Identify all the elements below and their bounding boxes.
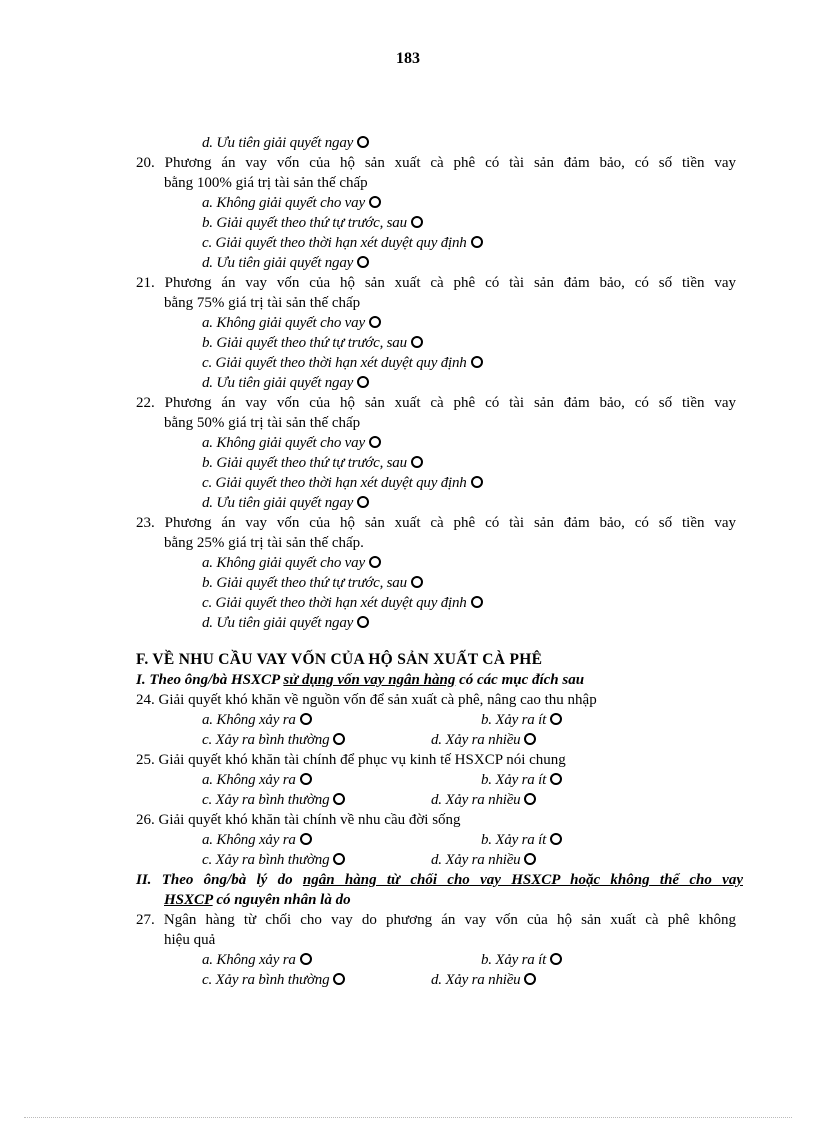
radio-circle-icon[interactable]	[471, 356, 483, 368]
radio-circle-icon[interactable]	[550, 953, 562, 965]
answer-option[interactable]	[202, 353, 483, 373]
radio-circle-icon[interactable]	[471, 236, 483, 248]
question-line: bằng 75% giá trị tài sản thế chấp	[164, 295, 361, 311]
radio-circle-icon[interactable]	[300, 833, 312, 845]
option-label: b. Xảy ra ít	[481, 952, 547, 968]
option-label: b. Xảy ra ít	[481, 772, 547, 788]
sub-text: I. Theo ông/bà HSXCP	[136, 672, 284, 688]
radio-circle-icon[interactable]	[411, 456, 423, 468]
sub-text: có các mục đích sau	[455, 672, 585, 688]
option-label: c. Giải quyết theo thời hạn xét duyệt quy định	[202, 595, 467, 611]
option-label: b. Giải quyết theo thứ tự trước, sau	[202, 215, 407, 231]
answer-option[interactable]	[431, 850, 536, 870]
sub-underlined: ngân hàng từ chối cho vay HSXCP hoặc không thể cho vay	[302, 872, 743, 888]
radio-circle-icon[interactable]	[333, 853, 345, 865]
answer-option[interactable]	[202, 253, 369, 273]
radio-circle-icon[interactable]	[333, 973, 345, 985]
option-label: a. Không giải quyết cho vay	[202, 195, 365, 211]
question-text-cont	[164, 533, 736, 553]
answer-option[interactable]	[202, 593, 483, 613]
option-label: d. Xảy ra nhiều	[431, 852, 521, 868]
radio-circle-icon[interactable]	[411, 336, 423, 348]
question-line: bằng 50% giá trị tài sản thế chấp	[164, 415, 361, 431]
subsection-2-cont	[164, 890, 351, 910]
answer-option[interactable]	[202, 730, 345, 750]
radio-circle-icon[interactable]	[369, 196, 381, 208]
answer-option[interactable]	[202, 710, 312, 730]
answer-option[interactable]	[202, 493, 369, 513]
radio-circle-icon[interactable]	[411, 576, 423, 588]
option-label: d. Ưu tiên giải quyết ngay	[202, 375, 354, 391]
question-line: 23. Phương án vay vốn của hộ sản xuất cà phê có tài sản đảm bảo, có số tiền vay	[136, 515, 736, 531]
question-line: 21. Phương án vay vốn của hộ sản xuất cà phê có tài sản đảm bảo, có số tiền vay	[136, 275, 736, 291]
answer-option[interactable]	[431, 970, 536, 990]
option-label: d. Xảy ra nhiều	[431, 732, 521, 748]
radio-circle-icon[interactable]	[300, 773, 312, 785]
option-label: d. Xảy ra nhiều	[431, 972, 521, 988]
question-text	[136, 690, 736, 710]
option-label: c. Xảy ra bình thường	[202, 972, 330, 988]
question-text	[136, 393, 736, 413]
option-label: c. Xảy ra bình thường	[202, 792, 330, 808]
question-text	[136, 273, 736, 293]
answer-option[interactable]	[202, 433, 381, 453]
answer-option[interactable]	[202, 850, 345, 870]
radio-circle-icon[interactable]	[357, 376, 369, 388]
page-bottom-border	[24, 1117, 792, 1118]
option-label: d. Xảy ra nhiều	[431, 792, 521, 808]
answer-option[interactable]	[202, 573, 423, 593]
question-text	[136, 910, 736, 930]
radio-circle-icon[interactable]	[411, 216, 423, 228]
radio-circle-icon[interactable]	[333, 733, 345, 745]
question-line: 20. Phương án vay vốn của hộ sản xuất cà phê có tài sản đảm bảo, có số tiền vay	[136, 155, 736, 171]
answer-option[interactable]	[202, 133, 369, 153]
option-label: b. Xảy ra ít	[481, 832, 547, 848]
question-line: 26. Giải quyết khó khăn tài chính về nhu cầu đời sống	[136, 812, 461, 828]
option-label: c. Xảy ra bình thường	[202, 852, 330, 868]
answer-option[interactable]	[481, 770, 562, 790]
radio-circle-icon[interactable]	[369, 556, 381, 568]
radio-circle-icon[interactable]	[524, 973, 536, 985]
answer-option[interactable]	[202, 553, 381, 573]
option-label: d. Ưu tiên giải quyết ngay	[202, 615, 354, 631]
option-label: b. Giải quyết theo thứ tự trước, sau	[202, 575, 407, 591]
radio-circle-icon[interactable]	[369, 436, 381, 448]
option-label: b. Giải quyết theo thứ tự trước, sau	[202, 335, 407, 351]
radio-circle-icon[interactable]	[333, 793, 345, 805]
answer-option[interactable]	[202, 193, 381, 213]
radio-circle-icon[interactable]	[357, 616, 369, 628]
answer-option[interactable]	[202, 770, 312, 790]
option-label: b. Giải quyết theo thứ tự trước, sau	[202, 455, 407, 471]
option-label: d. Ưu tiên giải quyết ngay	[202, 255, 354, 271]
question-text-cont	[164, 173, 736, 193]
answer-option[interactable]	[202, 333, 423, 353]
answer-option[interactable]	[202, 613, 369, 633]
answer-option[interactable]	[202, 970, 345, 990]
question-text	[136, 810, 736, 830]
option-label: a. Không giải quyết cho vay	[202, 315, 365, 331]
answer-option[interactable]	[202, 830, 312, 850]
radio-circle-icon[interactable]	[300, 713, 312, 725]
radio-circle-icon[interactable]	[471, 596, 483, 608]
question-text-cont	[164, 413, 736, 433]
option-label: d. Ưu tiên giải quyết ngay	[202, 135, 354, 151]
option-label: c. Giải quyết theo thời hạn xét duyệt quy định	[202, 355, 467, 371]
option-label: a. Không xảy ra	[202, 712, 296, 728]
sub-text: II. Theo ông/bà lý do	[136, 872, 303, 888]
page-number: 183	[396, 50, 420, 67]
option-label: a. Không giải quyết cho vay	[202, 555, 365, 571]
answer-option[interactable]	[431, 730, 536, 750]
answer-option[interactable]	[202, 473, 483, 493]
radio-circle-icon[interactable]	[369, 316, 381, 328]
option-label: c. Giải quyết theo thời hạn xét duyệt quy định	[202, 235, 467, 251]
option-label: a. Không xảy ra	[202, 832, 296, 848]
question-text-cont	[164, 930, 736, 950]
section-title-text: F. VỀ NHU CẦU VAY VỐN CỦA HỘ SẢN XUẤT CÀ PHÊ	[136, 651, 543, 668]
subsection-2	[136, 870, 743, 890]
answer-option[interactable]	[202, 790, 345, 810]
radio-circle-icon[interactable]	[550, 773, 562, 785]
question-line: 24. Giải quyết khó khăn về nguồn vốn để sản xuất cà phê, nâng cao thu nhập	[136, 692, 597, 708]
answer-option[interactable]	[481, 950, 562, 970]
radio-circle-icon[interactable]	[524, 793, 536, 805]
sub-text: có nguyên nhân là do	[212, 892, 351, 908]
answer-option[interactable]	[202, 950, 312, 970]
answer-option[interactable]	[431, 790, 536, 810]
question-line: bằng 25% giá trị tài sản thế chấp.	[164, 535, 364, 551]
answer-option[interactable]	[202, 313, 381, 333]
option-label: a. Không xảy ra	[202, 772, 296, 788]
question-line: hiệu quả	[164, 932, 216, 948]
answer-option[interactable]	[481, 710, 562, 730]
answer-option[interactable]	[202, 373, 369, 393]
question-text	[136, 513, 736, 533]
question-text	[136, 153, 736, 173]
radio-circle-icon[interactable]	[524, 853, 536, 865]
radio-circle-icon[interactable]	[300, 953, 312, 965]
subsection-1	[136, 670, 584, 690]
radio-circle-icon[interactable]	[524, 733, 536, 745]
question-text-cont	[164, 293, 736, 313]
option-label: b. Xảy ra ít	[481, 712, 547, 728]
question-line: 22. Phương án vay vốn của hộ sản xuất cà phê có tài sản đảm bảo, có số tiền vay	[136, 395, 736, 411]
question-line: 25. Giải quyết khó khăn tài chính để phục vụ kinh tế HSXCP nói chung	[136, 752, 566, 768]
radio-circle-icon[interactable]	[357, 136, 369, 148]
option-label: c. Xảy ra bình thường	[202, 732, 330, 748]
question-text	[136, 750, 736, 770]
radio-circle-icon[interactable]	[357, 256, 369, 268]
question-line: bằng 100% giá trị tài sản thế chấp	[164, 175, 368, 191]
option-label: a. Không xảy ra	[202, 952, 296, 968]
answer-option[interactable]	[481, 830, 562, 850]
option-label: a. Không giải quyết cho vay	[202, 435, 365, 451]
section-title	[136, 650, 542, 670]
option-label: c. Giải quyết theo thời hạn xét duyệt quy định	[202, 475, 467, 491]
radio-circle-icon[interactable]	[357, 496, 369, 508]
answer-option[interactable]	[202, 453, 423, 473]
radio-circle-icon[interactable]	[550, 833, 562, 845]
answer-option[interactable]	[202, 213, 423, 233]
question-line: 27. Ngân hàng từ chối cho vay do phương án vay vốn của hộ sản xuất cà phê không	[136, 912, 736, 928]
answer-option[interactable]	[202, 233, 483, 253]
sub-underlined: sử dụng vốn vay ngân hàng	[283, 672, 456, 688]
radio-circle-icon[interactable]	[471, 476, 483, 488]
sub-underlined: HSXCP	[164, 892, 213, 908]
radio-circle-icon[interactable]	[550, 713, 562, 725]
option-label: d. Ưu tiên giải quyết ngay	[202, 495, 354, 511]
